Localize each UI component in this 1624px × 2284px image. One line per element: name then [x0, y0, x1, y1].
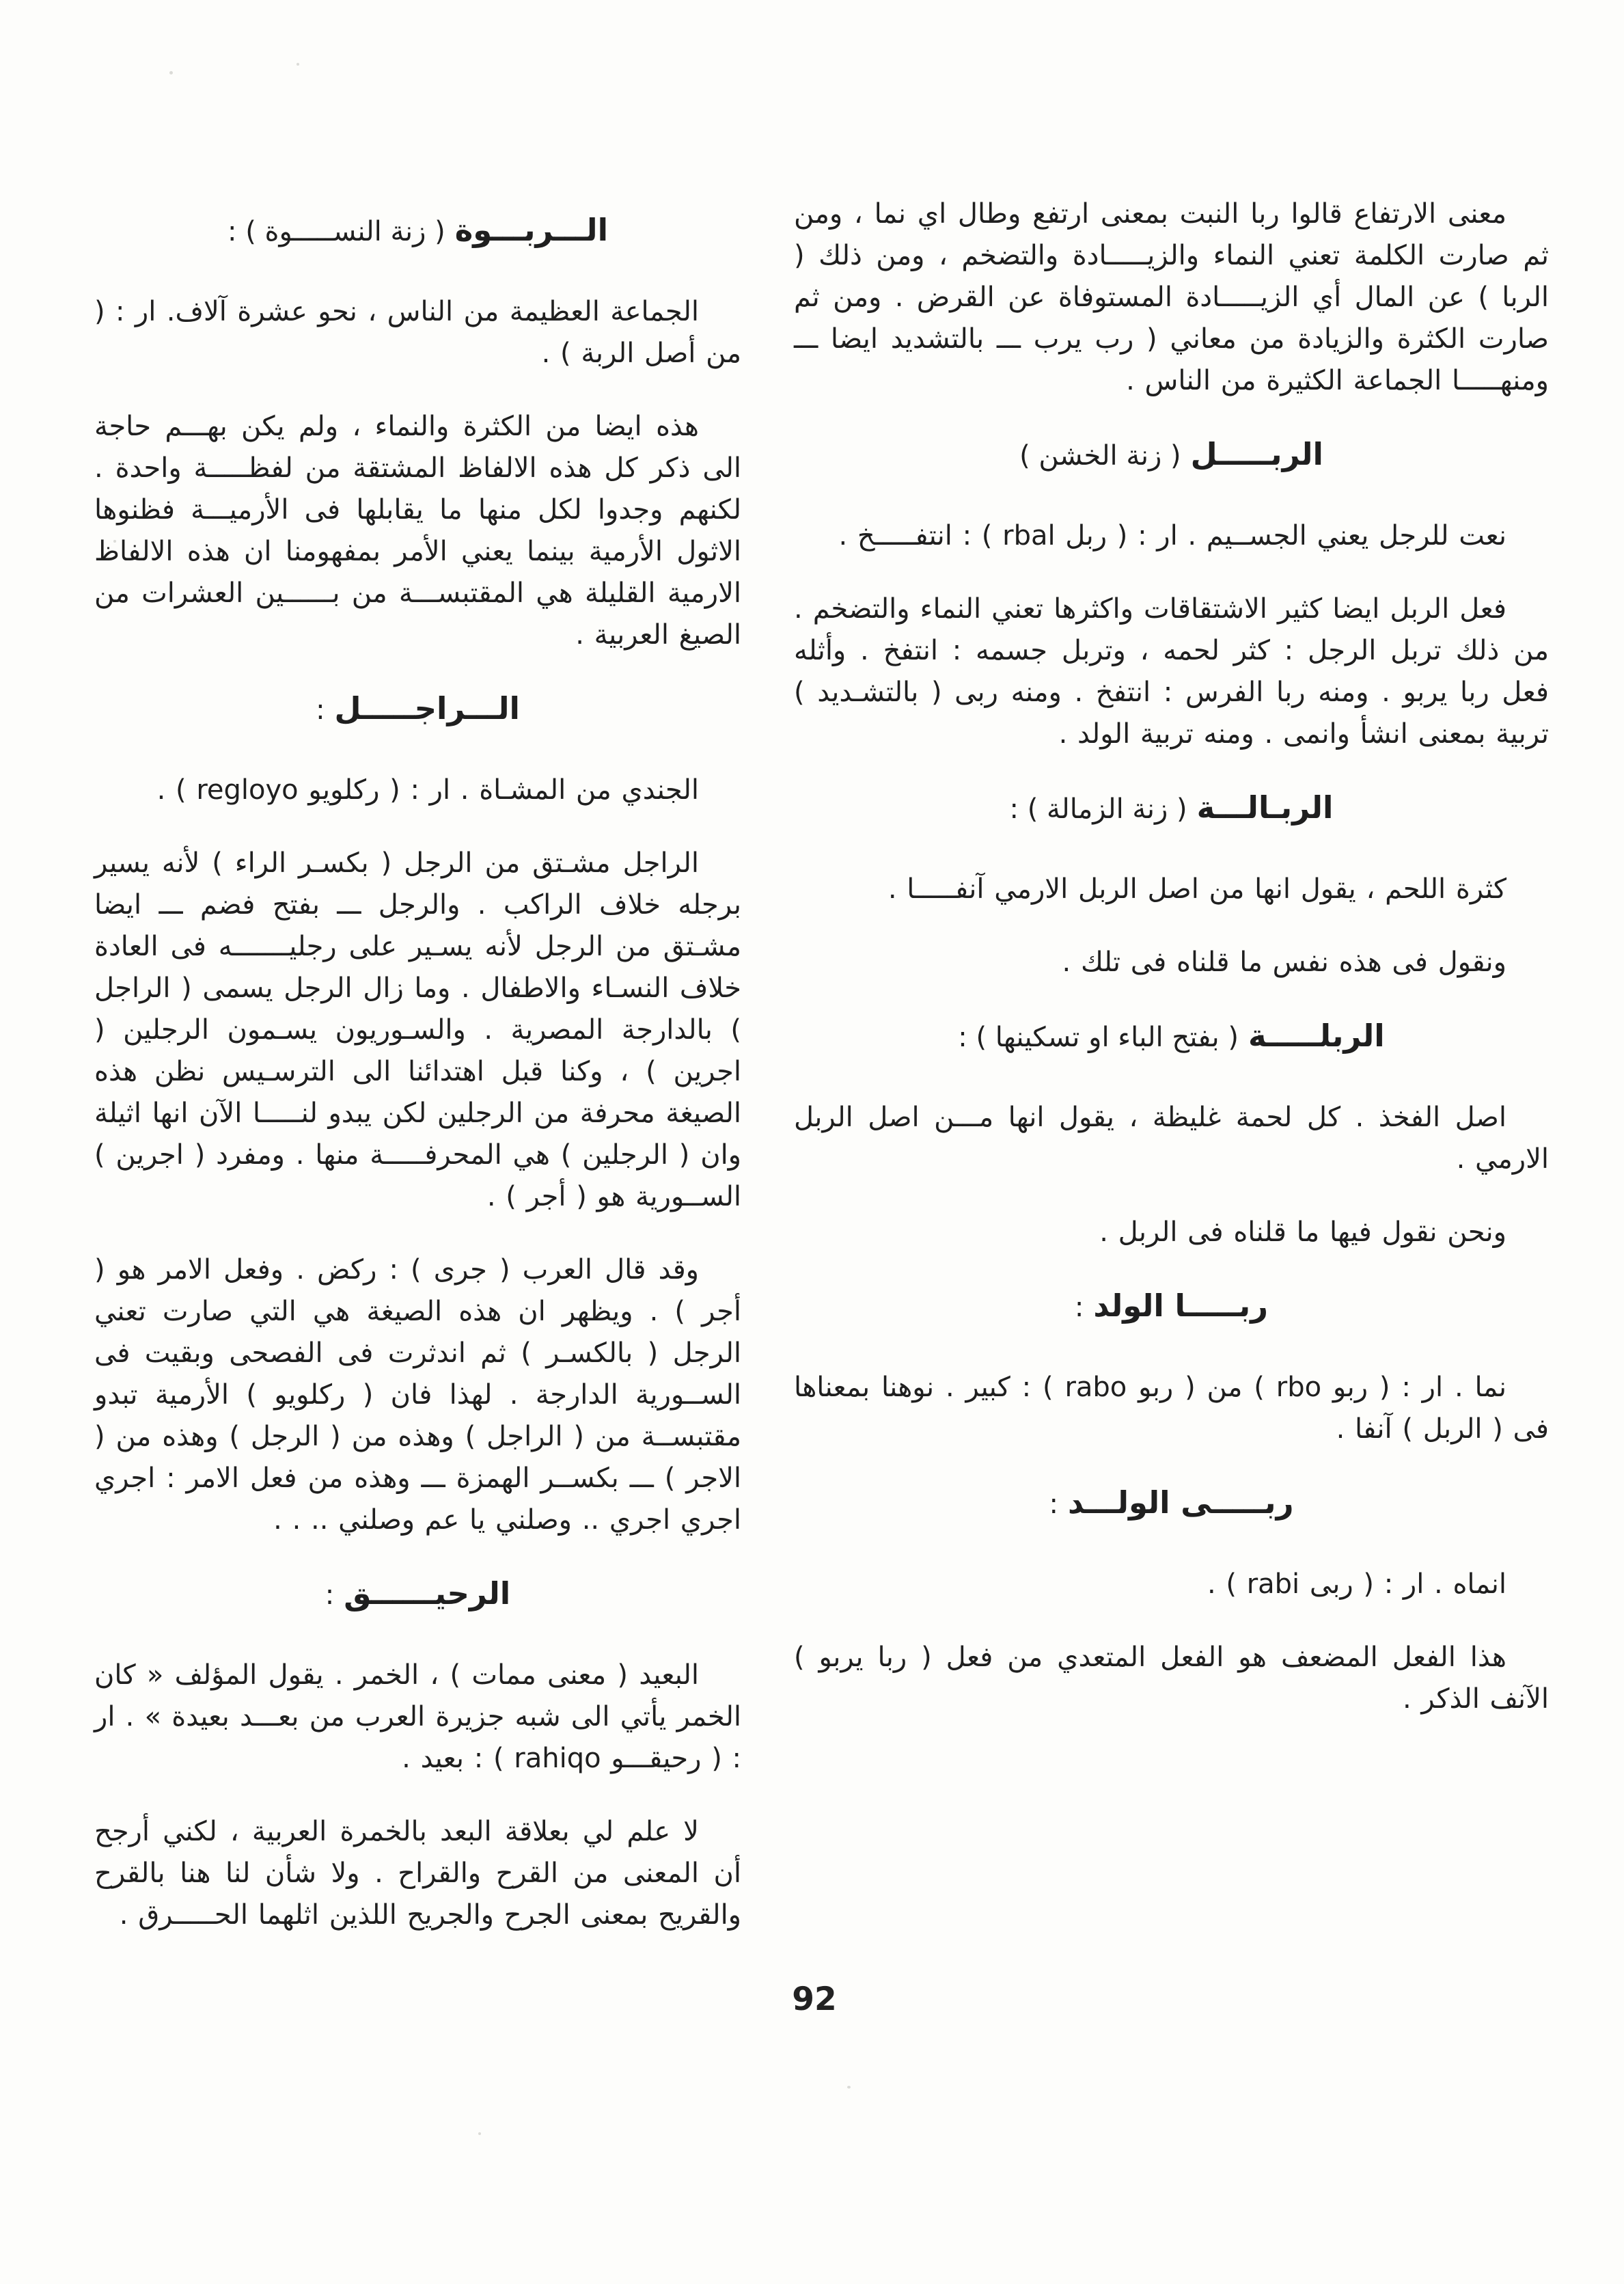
headword: الـــراجـــــل [334, 690, 520, 726]
scan-speck [297, 63, 299, 66]
paragraph: نما . ار : ( ربو rbo ) من ( ربو rabo ) : كبير . نوهنا بمعناها فى ( الربل ) آنفا . [794, 1372, 1549, 1445]
paragraph: البعيد ( معنى ممات ) ، الخمر . يقول المؤلف « كان الخمر يأتي الى شبه جزيرة العرب من بعـــد بعيدة » . ار : ( رحيقـــو rahiqo ) : بعيد . [94, 1659, 741, 1774]
paragraph: وقد قال العرب ( جرى ) : ركض . وفعل الامر هو ( أجر ) . ويظهر ان هذه الصيغة هي التي صارت تعني الرجل ( بالكسـر ) ثم اندثرت فى الفصحى وبقيت فى الســورية الدارجة . لهذا فان ( ركلويو ) الأرمية تبدو مقتبســة من ( الراجل ) وهذه من ( الرجل ) وهذه من ( الاجر ) ـــ بكســر الهمزة ـــ وهذه من فعل الامر : اجري اجري اجري .. وصلني يا عم وصلني .. . . [94, 1254, 741, 1536]
paragraph: نعت للرجل يعني الجســيم . ار : ( ربل rbal ) : انتفـــــخ . [838, 520, 1506, 552]
entry-heading [794, 1482, 1549, 1525]
paragraph: هذه ايضا من الكثرة والنماء ، ولم يكن بهـــم حاجة الى ذكر كل هذه الالفاظ المشتقة من لفظـــــة واحدة . لكنهم وجدوا لكل منها ما يقابلها فى الأرميـــة فظنوها الاثول الأرمية بينما يعني الأمر بمفهومنا ان هذه الالفاظ الارمية القليلة هي المقتبســـة من بــــــين العشرات من الصيغ العربية . [94, 411, 741, 651]
headword: الربلـــــة [1248, 1018, 1385, 1054]
paragraph: فعل الربل ايضا كثير الاشتقاقات واكثرها تعني النماء والتضخم . من ذلك تربل الرجل : كثر لحمه ، وتربل جسمه : انتفخ . وأثله فعل ربا يربو . ومنه ربا الفرس : انتفخ . ومنه ربى ( بالتشـديد ) تربية بمعنى انشأ وانمى . ومنه تربية الولد . [794, 593, 1549, 750]
scan-speck [847, 2086, 851, 2089]
headword: ربـــــا الولد [1093, 1288, 1269, 1324]
paragraph: اصل الفخذ . كل لحمة غليظة ، يقول انها مـــن اصل الربل الارمي . [794, 1102, 1549, 1175]
right-column [794, 193, 1549, 1752]
headword-qualifier: ( زنة الزمالة ) : [1009, 793, 1187, 825]
headword-qualifier: : [316, 694, 325, 726]
page-number: 92 [792, 1981, 837, 2018]
left-column [94, 205, 741, 1968]
scan-speck [478, 2132, 481, 2135]
headword: ربـــــى الولـــد [1068, 1484, 1294, 1521]
headword: الرحيــــــق [344, 1575, 511, 1612]
paragraph: معنى الارتفاع قالوا ربا النبت بمعنى ارتفع وطال اي نما ، ومن ثم صارت الكلمة تعني النماء والزيـــــادة والتضخم ، ومن ذلك ( الربا ) عن المال أي الزيـــــادة المستوفاة عن القرض . ومن ثم صارت الكثرة والزيادة من معاني ( رب يرب ـــ بالتشديد ايضا ـــ ومنهـــــا الجماعة الكثيرة من الناس . [794, 198, 1549, 396]
headword-qualifier: : [1074, 1292, 1084, 1323]
headword-qualifier: ( بفتح الباء او تسكينها ) : [958, 1022, 1239, 1053]
paragraph: هذا الفعل المضعف هو الفعل المتعدي من فعل ( ربا يربو ) الآنف الذكر . [794, 1642, 1549, 1715]
entry-heading [94, 1573, 741, 1616]
paragraph: الجماعة العظيمة من الناس ، نحو عشرة آلاف. ار : ( من أصل الربة ) . [94, 296, 741, 369]
headword-qualifier: : [325, 1579, 335, 1611]
entry-heading [94, 209, 741, 253]
headword: الربـــــل [1190, 436, 1323, 472]
paragraph: كثرة اللحم ، يقول انها من اصل الربل الارمي آنفـــــا . [887, 873, 1506, 905]
scan-speck [113, 540, 116, 543]
headword-qualifier: ( زنة النســـــوة ) : [228, 216, 445, 247]
entry-heading [794, 1015, 1549, 1059]
paragraph: الجندي من المشـاة . ار : ( ركلويو regloyo ) . [156, 774, 699, 806]
entry-heading [794, 1285, 1549, 1329]
headword: الـــربـــوة [454, 212, 608, 248]
headword: الربـالـــة [1196, 789, 1334, 826]
paragraph: لا علم لي بعلاقة البعد بالخمرة العربية ، لكني أرجح أن المعنى من القرح والقراح . ولا شأن لنا هنا بالقرح والقريح بمعنى الجرح والجريح اللذين اثلهما الحـــــرق . [94, 1816, 741, 1931]
scan-speck [169, 71, 173, 74]
paragraph: الراجل مشـتق من الرجل ( بكسـر الراء ) لأنه يسير برجله خلاف الراكب . والرجل ـــ بفتح فضم ـــ ايضا مشـتق من الرجل لأنه يسـير على رجليـــــــه فى العادة خلاف النسـاء والاطفال . وما زال الرجل يسمى ( الراجل ) بالدارجة المصرية . والسـوريون يسـمون الرجلين ( اجرين ) ، وكنا قبل اهتدائنا الى الترسـيس نظن هذه الصيغة محرفة من الرجلين لكن يبدو لنـــــا الآن انها اثيلة وان ( الرجلين ) هي المحرفـــــة منها . ومفرد ( اجرين ) الســورية هو ( أجر ) . [94, 847, 741, 1212]
headword-qualifier: ( زنة الخشن ) [1019, 440, 1181, 472]
entry-heading [94, 688, 741, 731]
entry-heading [794, 433, 1549, 477]
headword-qualifier: : [1049, 1488, 1058, 1520]
entry-heading [794, 787, 1549, 830]
paragraph: ونحن نقول فيها ما قلناه فى الربل . [1099, 1216, 1506, 1248]
paragraph: انماه . ار : ( ربى rabi ) . [1207, 1568, 1506, 1600]
paragraph: ونقول فى هذه نفس ما قلناه فى تلك . [1062, 947, 1506, 978]
